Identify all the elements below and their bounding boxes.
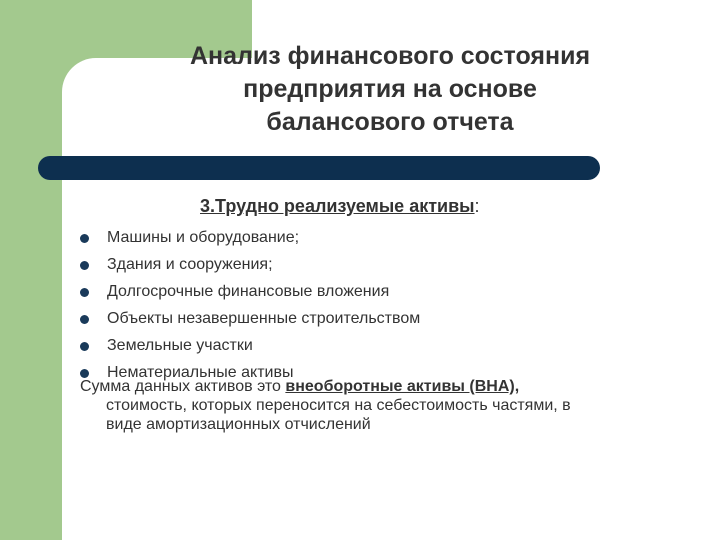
summary-line-3: виде амортизационных отчислений	[106, 416, 371, 433]
title-line-1: Анализ финансового состояния	[189, 42, 591, 70]
slide-title	[110, 40, 670, 139]
list-item-text: Здания и сооружения;	[107, 256, 273, 273]
title-line-2: предприятия на основе	[243, 75, 537, 103]
section-subtitle	[200, 196, 480, 217]
bullet-icon	[80, 288, 89, 297]
list-item-text: Объекты незавершенные строительством	[107, 310, 421, 327]
list-item	[80, 305, 420, 332]
subtitle-text: 3.Трудно реализуемые активы	[200, 196, 475, 216]
summary-line-2: стоимость, которых переносится на себестоимость частями, в	[106, 397, 571, 414]
bullet-icon	[80, 234, 89, 243]
bullet-icon	[80, 261, 89, 270]
list-item	[80, 332, 420, 359]
summary-paragraph	[80, 377, 700, 434]
asset-list	[80, 224, 420, 386]
title-divider-bar	[38, 156, 600, 180]
list-item-text: Машины и оборудование;	[107, 229, 300, 246]
list-item-text: Нематериальные активы	[107, 364, 294, 381]
list-item	[80, 278, 420, 305]
list-item	[80, 251, 420, 278]
list-item-text: Долгосрочные финансовые вложения	[107, 283, 390, 300]
subtitle-colon: :	[474, 196, 480, 216]
summary-term: внеоборотные активы (ВНА),	[285, 378, 520, 395]
summary-intro: Сумма данных активов это	[80, 378, 286, 395]
bullet-icon	[80, 315, 89, 324]
list-item-text: Земельные участки	[107, 337, 253, 354]
title-line-3: балансового отчета	[266, 108, 514, 136]
bullet-icon	[80, 342, 89, 351]
list-item	[80, 224, 420, 251]
